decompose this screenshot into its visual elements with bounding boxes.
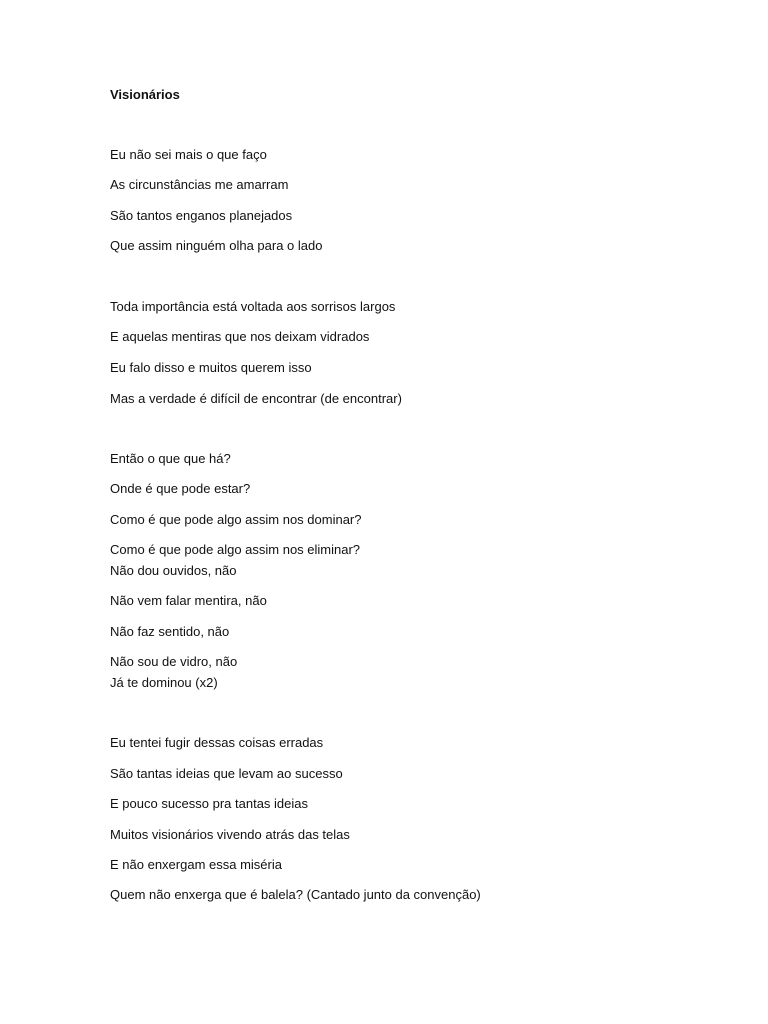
lyric-line: São tantas ideias que levam ao sucesso [110, 766, 343, 781]
lyric-line: As circunstâncias me amarram [110, 177, 289, 192]
lyric-line: E pouco sucesso pra tantas ideias [110, 796, 309, 811]
lyric-line: E aquelas mentiras que nos deixam vidrados [110, 329, 370, 344]
lyric-line: Eu não sei mais o que faço [110, 147, 267, 162]
lyric-line: Eu tentei fugir dessas coisas erradas [110, 735, 324, 750]
lyric-line: São tantos enganos planejados [110, 208, 293, 223]
lyric-line: Não dou ouvidos, não [110, 563, 237, 578]
lyric-line: Onde é que pode estar? [110, 481, 251, 496]
lyric-line: Então o que que há? [110, 451, 231, 466]
lyric-line: E não enxergam essa miséria [110, 857, 282, 872]
lyric-line: Como é que pode algo assim nos dominar? [110, 512, 362, 527]
document-title: Visionários [110, 87, 180, 102]
lyric-line: Que assim ninguém olha para o lado [110, 238, 323, 253]
lyric-line: Não vem falar mentira, não [110, 593, 267, 608]
lyric-line: Já te dominou (x2) [110, 675, 218, 690]
lyric-line: Como é que pode algo assim nos eliminar? [110, 542, 361, 557]
lyric-line: Muitos visionários vivendo atrás das telas [110, 827, 350, 842]
lyric-line: Mas a verdade é difícil de encontrar (de encontrar) [110, 391, 402, 406]
lyric-line: Não faz sentido, não [110, 624, 230, 639]
lyric-line: Não sou de vidro, não [110, 654, 238, 669]
lyric-line: Quem não enxerga que é balela? (Cantado junto da convenção) [110, 887, 481, 902]
lyric-line: Eu falo disso e muitos querem isso [110, 360, 312, 375]
lyric-line: Toda importância está voltada aos sorrisos largos [110, 299, 396, 314]
